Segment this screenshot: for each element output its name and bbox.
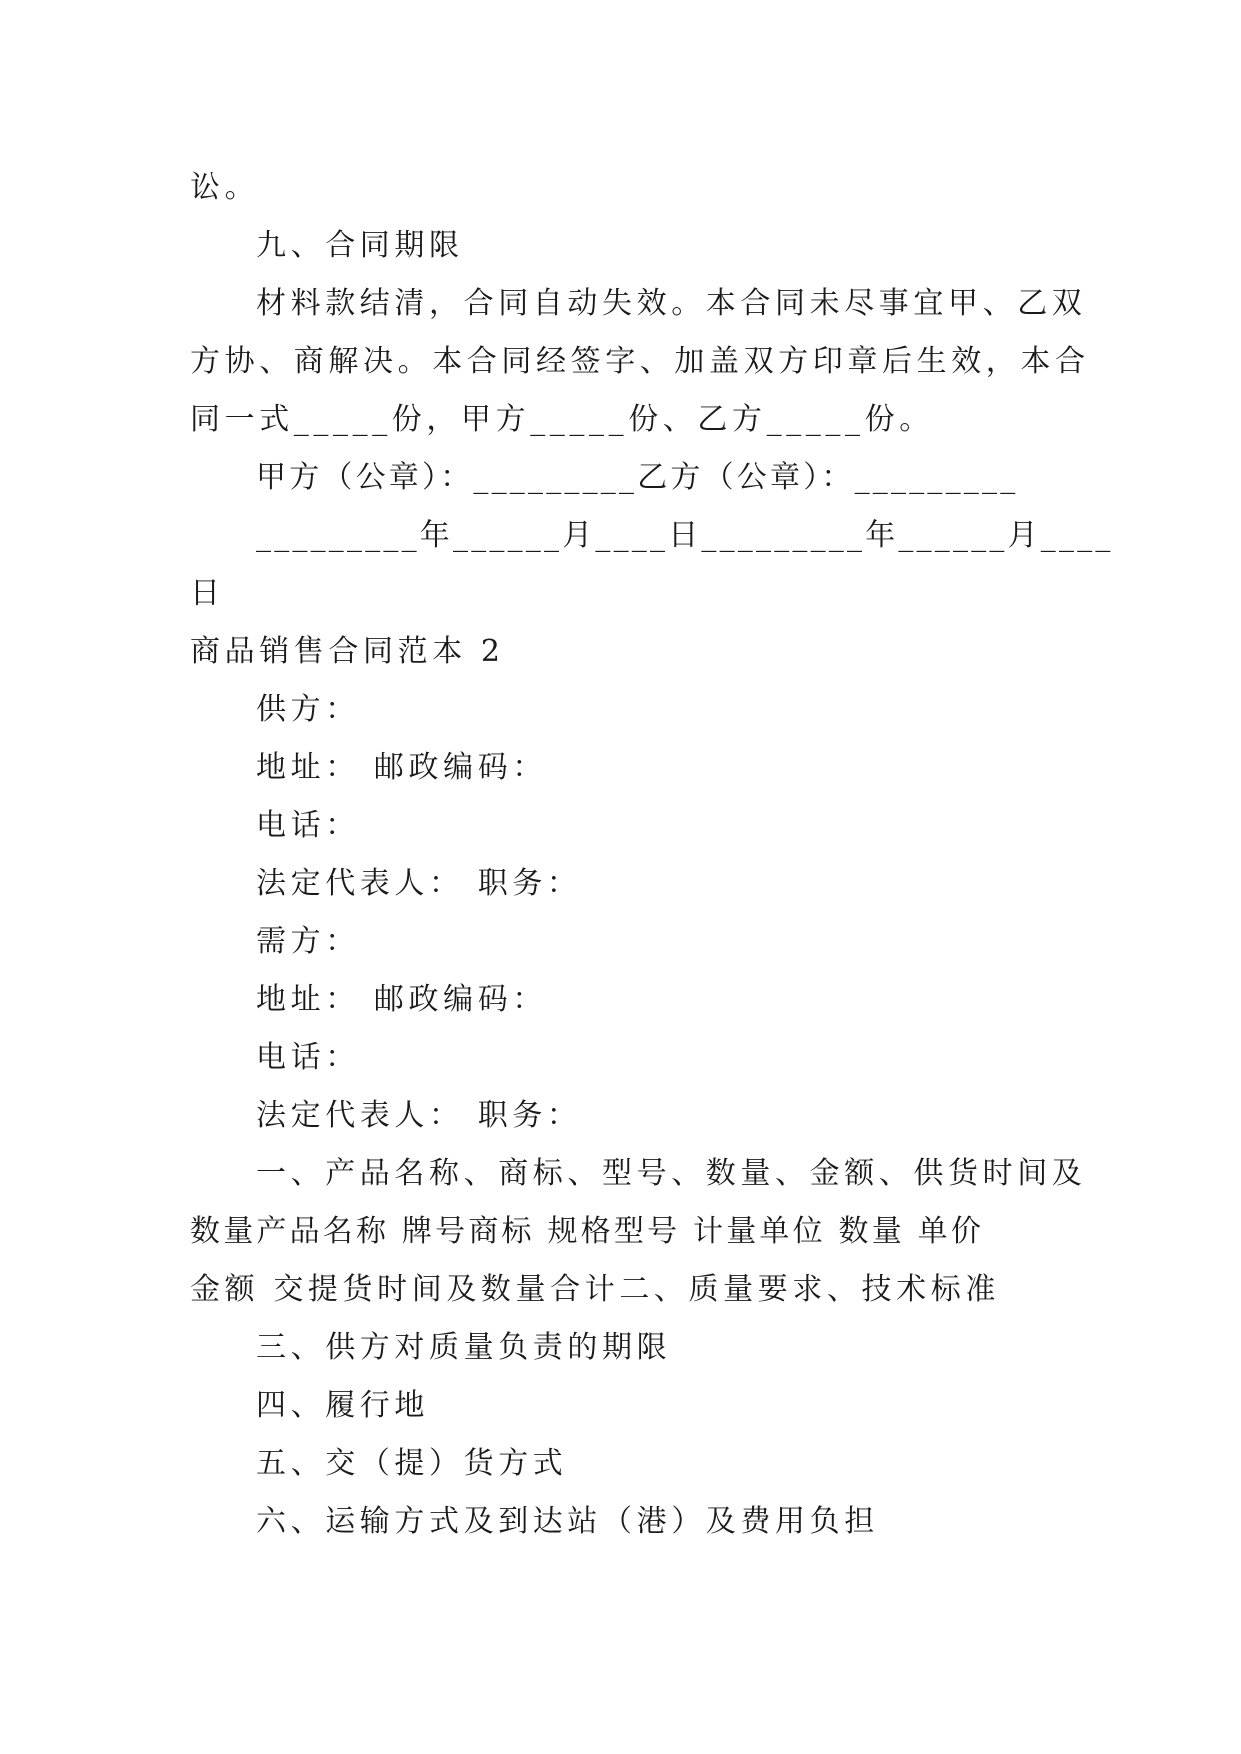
date-line-continuation: 日 <box>190 576 225 611</box>
supplier-representative: 法定代表人： 职务： <box>256 866 582 901</box>
supplier-phone: 电话： <box>256 808 360 843</box>
clause-five: 五、交（提）货方式 <box>256 1446 568 1481</box>
buyer-phone: 电话： <box>256 1040 360 1075</box>
text-line-continuation: 讼。 <box>190 170 260 205</box>
document-title: 商品销售合同范本 2 <box>190 634 505 669</box>
paragraph-line: 同一式_____份，甲方_____份、乙方_____份。 <box>190 402 934 437</box>
clause-one-continuation: 数量产品名称 牌号商标 规格型号 计量单位 数量 单价 <box>190 1214 985 1249</box>
supplier-label: 供方： <box>256 692 360 727</box>
paragraph-line: 材料款结清，合同自动失效。本合同未尽事宜甲、乙双 <box>256 286 1087 321</box>
clause-six: 六、运输方式及到达站（港）及费用负担 <box>256 1504 879 1539</box>
clause-one: 一、产品名称、商标、型号、数量、金额、供货时间及 <box>256 1156 1087 1191</box>
buyer-representative: 法定代表人： 职务： <box>256 1098 582 1133</box>
section-heading-contract-term: 九、合同期限 <box>256 228 464 263</box>
supplier-address: 地址： 邮政编码： <box>256 750 547 785</box>
clause-three: 三、供方对质量负责的期限 <box>256 1330 672 1365</box>
paragraph-line: 方协、商解决。本合同经签字、加盖双方印章后生效，本合 <box>190 344 1090 379</box>
clause-four: 四、履行地 <box>256 1388 429 1423</box>
clause-one-continuation: 金额 交提货时间及数量合计二、质量要求、技术标准 <box>190 1272 1000 1307</box>
signature-line: 甲方（公章）：_________乙方（公章）：_________ <box>256 460 1019 495</box>
buyer-label: 需方： <box>256 924 360 959</box>
date-line: _________年______月____日_________年______月____ <box>256 518 1114 553</box>
buyer-address: 地址： 邮政编码： <box>256 982 547 1017</box>
